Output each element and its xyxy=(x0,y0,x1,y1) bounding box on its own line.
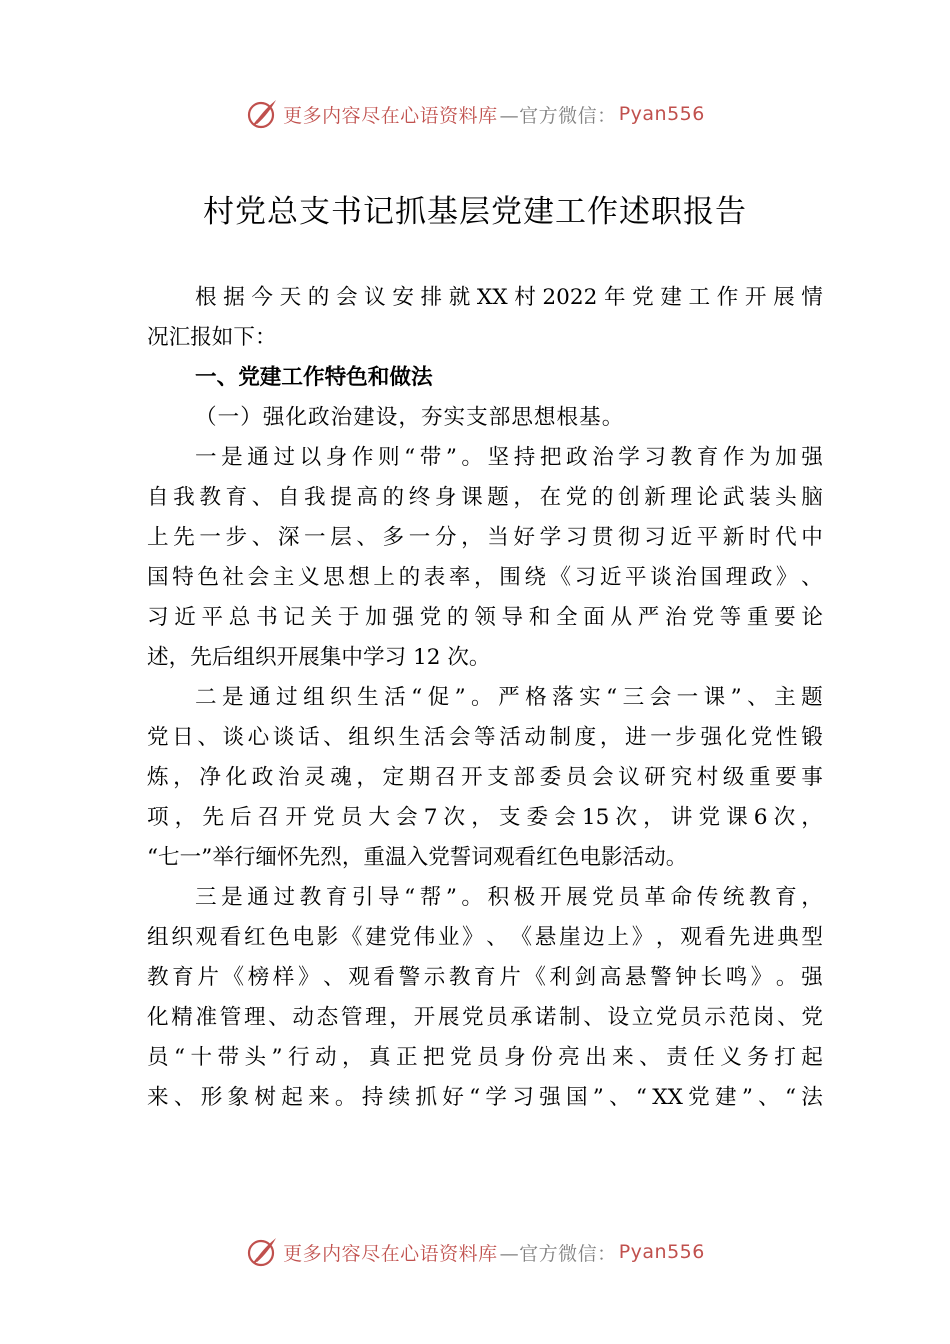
text-line: 习 近 平 总 书 记 关 于 加 强 党 的 领 导 和 全 面 从 严 治 党 等 重 要 论 xyxy=(147,605,823,630)
text-line: 自 我 教 育 、 自 我 提 高 的 终 身 课 题 ， 在 党 的 创 新 理 论 武 装 头 脑 xyxy=(147,485,823,510)
watermark-text-library: 更多内容尽在心语资料库 xyxy=(283,1242,498,1265)
text-line: 况汇报如下： xyxy=(147,325,277,350)
text-line: 根 据 今 天 的 会 议 安 排 就 XX 村 2022 年 党 建 工 作 开 展 情 xyxy=(195,285,823,310)
text-line: 组 织 观 看 红 色 电 影 《 建 党 伟 业 》 、 《 悬 崖 边 上 》 ， 观 看 先 进 典 型 xyxy=(147,925,823,950)
text-line: 党 日 、 谈 心 谈 话 、 组 织 生 活 会 等 活 动 制 度 ， 进 一 步 强 化 党 性 锻 xyxy=(147,725,823,750)
text-line: 教 育 片 《 榜 样 》 、 观 看 警 示 教 育 片 《 利 剑 高 悬 警 钟 长 鸣 》 。 强 xyxy=(147,965,823,990)
watermark-text-wechat-id: Pyan556 xyxy=(618,103,705,125)
watermark-text-wechat-label: —官方微信： xyxy=(499,104,617,127)
header-watermark xyxy=(0,94,950,134)
text-line: 炼 ， 净 化 政 治 灵 魂 ， 定 期 召 开 支 部 委 员 会 议 研 究 村 级 重 要 事 xyxy=(147,765,823,790)
quill-circle-icon xyxy=(245,97,279,131)
text-line: 上 先 一 步 、 深 一 层 、 多 一 分 ， 当 好 学 习 贯 彻 习 近 平 新 时 代 中 xyxy=(147,525,823,550)
document-body xyxy=(147,278,823,1118)
text-line: 一 是 通 过 以 身 作 则 “ 带 ” 。 坚 持 把 政 治 学 习 教 育 作 为 加 强 xyxy=(195,445,823,470)
text-line: （一）强化政治建设，夯实支部思想根基。 xyxy=(195,405,625,430)
text-line: 来 、 形 象 树 起 来 。 持 续 抓 好 “ 学 习 强 国 ” 、 “ XX 党 建 ” 、 “ 法 xyxy=(147,1085,823,1110)
document-title: 村党总支书记抓基层党建工作述职报告 xyxy=(203,194,747,230)
watermark-text-library: 更多内容尽在心语资料库 xyxy=(283,104,498,127)
watermark-text-wechat-id: Pyan556 xyxy=(618,1241,705,1263)
text-line: 员 “ 十 带 头 ” 行 动 ， 真 正 把 党 员 身 份 亮 出 来 、 责 任 义 务 打 起 xyxy=(147,1045,823,1070)
text-line: 国 特 色 社 会 主 义 思 想 上 的 表 率 ， 围 绕 《 习 近 平 谈 治 国 理 政 》 、 xyxy=(147,565,823,590)
text-line: 述，先后组织开展集中学习 12 次。 xyxy=(147,645,491,670)
quill-circle-icon xyxy=(245,1235,279,1269)
text-line: 化 精 准 管 理 、 动 态 管 理 ， 开 展 党 员 承 诺 制 、 设 立 党 员 示 范 岗 、 党 xyxy=(147,1005,823,1030)
text-line: 三 是 通 过 教 育 引 导 “ 帮 ” 。 积 极 开 展 党 员 革 命 传 统 教 育 ， xyxy=(195,885,823,910)
footer-watermark xyxy=(0,1232,950,1272)
watermark-text-wechat-label: —官方微信： xyxy=(499,1242,617,1265)
text-line: 项 ， 先 后 召 开 党 员 大 会 7 次 ， 支 委 会 15 次 ， 讲 党 课 6 次 ， xyxy=(147,805,823,830)
text-line: 二 是 通 过 组 织 生 活 “ 促 ” 。 严 格 落 实 “ 三 会 一 课 ” 、 主 题 xyxy=(195,685,823,710)
text-line: “七一”举行缅怀先烈，重温入党誓词观看红色电影活动。 xyxy=(147,845,688,870)
text-line: 一、党建工作特色和做法 xyxy=(195,365,433,390)
